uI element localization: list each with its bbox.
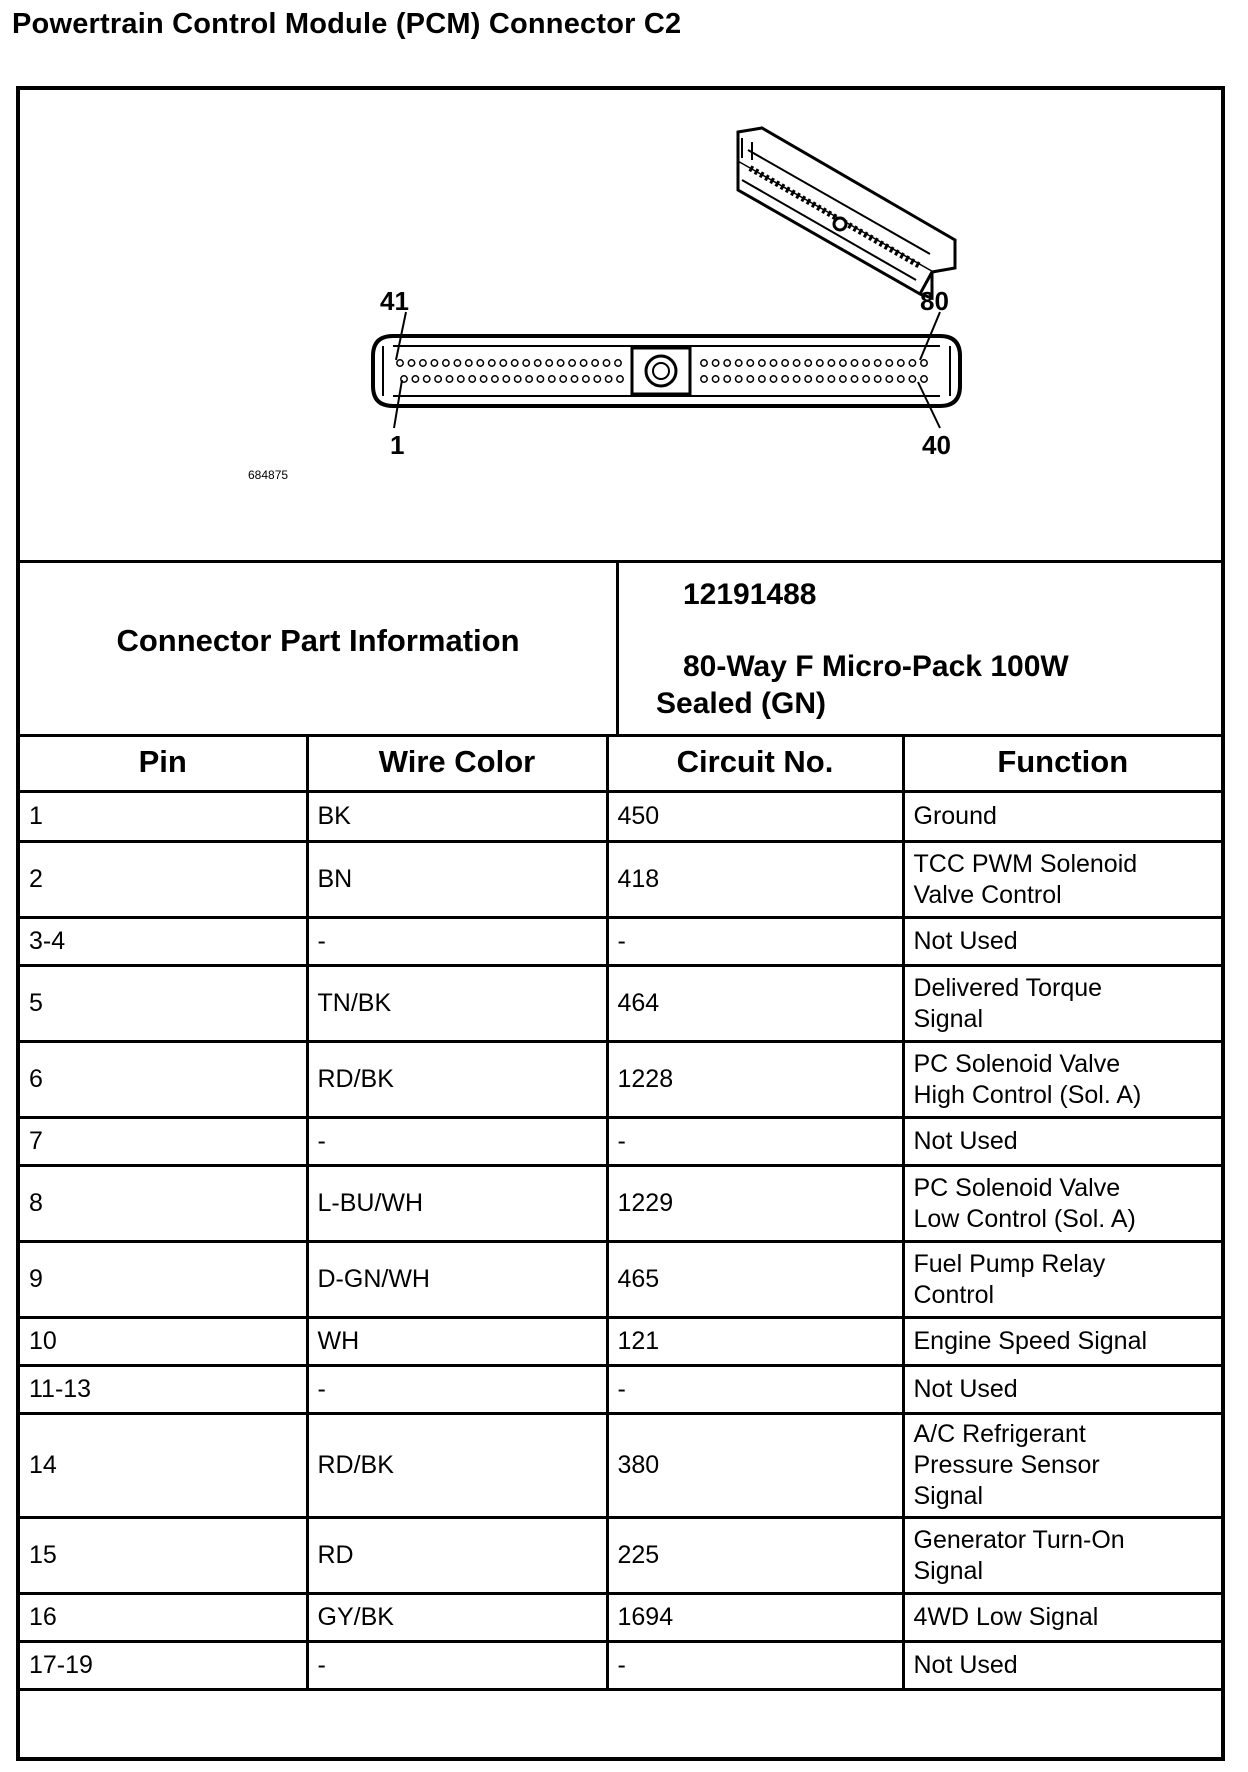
pin-contact [569,360,575,366]
table-row [20,1318,1221,1366]
pin-contact [469,376,475,382]
function-cell: Generator Turn-On Signal [903,1518,1221,1594]
function-cell: Delivered Torque Signal [903,966,1221,1042]
pin-contact [817,376,823,382]
table-row [20,1366,1221,1414]
pin-contact [724,376,730,382]
pin-contact [747,376,753,382]
pin-contact [420,360,426,366]
pin-contact [408,360,414,366]
wire-color-cell: - [307,1642,607,1690]
pin-contact [817,360,823,366]
pin-cell: 16 [20,1594,307,1642]
table-row [20,1518,1221,1594]
pin-contact [828,376,834,382]
pinout-table [20,734,1221,1691]
function-cell: Not Used [903,1118,1221,1166]
function-cell: A/C Refrigerant Pressure Sensor Signal [903,1414,1221,1518]
function-cell: Not Used [903,1366,1221,1414]
circuit-cell: 380 [607,1414,903,1518]
pin-contact [712,376,718,382]
circuit-cell: 1229 [607,1166,903,1242]
pin-contact [412,376,418,382]
pin-contact [466,360,472,366]
function-cell: PC Solenoid Valve Low Control (Sol. A) [903,1166,1221,1242]
pin-contact [793,360,799,366]
pin-contact [782,376,788,382]
pin-contact [560,376,566,382]
pin-contact [594,376,600,382]
circuit-cell: 225 [607,1518,903,1594]
pin-contact [793,376,799,382]
function-cell: Engine Speed Signal [903,1318,1221,1366]
table-row [20,1166,1221,1242]
pin-contact [875,376,881,382]
pin-contact [617,376,623,382]
circuit-cell: 418 [607,842,903,918]
function-cell: Ground [903,792,1221,842]
pin-contact [921,360,927,366]
pin-contact [898,376,904,382]
pin-contact [592,360,598,366]
pin-contact [736,360,742,366]
table-row [20,1414,1221,1518]
pin-cell: 17-19 [20,1642,307,1690]
pin-cell: 3-4 [20,918,307,966]
pin-contact [571,376,577,382]
pin-contact [500,360,506,366]
pin-contact [701,360,707,366]
pin-contact [454,360,460,366]
wire-color-cell: GY/BK [307,1594,607,1642]
pin-contact [712,360,718,366]
pin-contact [557,360,563,366]
pin-cell: 14 [20,1414,307,1518]
pin-label-40: 40 [922,430,951,460]
pin-contact [397,360,403,366]
circuit-cell: - [607,1118,903,1166]
pin-contact [759,376,765,382]
pin-contact [480,376,486,382]
pin-contact [492,376,498,382]
pin-contact [759,360,765,366]
wire-color-cell: - [307,918,607,966]
wire-color-cell: BN [307,842,607,918]
wire-color-cell: - [307,1118,607,1166]
pin-contact [537,376,543,382]
part-description-line1: 80-Way F Micro-Pack 100W [683,650,1069,683]
table-row [20,966,1221,1042]
function-cell: Fuel Pump Relay Control [903,1242,1221,1318]
pin-label-80: 80 [920,286,949,316]
table-row [20,918,1221,966]
part-info-label: Connector Part Information [116,623,520,658]
pin-contact [583,376,589,382]
table-row [20,1594,1221,1642]
pin-contact [431,360,437,366]
wire-color-cell: - [307,1366,607,1414]
part-description-line2: Sealed (GN) [656,687,827,720]
pin-contact [851,376,857,382]
pin-contact [512,360,518,366]
wire-color-cell: RD/BK [307,1042,607,1118]
pin-contact [724,360,730,366]
pin-contact [489,360,495,366]
pin-contact [863,376,869,382]
circuit-cell: 450 [607,792,903,842]
table-row [20,1118,1221,1166]
page-title: Powertrain Control Module (PCM) Connector C2 [12,8,682,40]
wire-color-cell: BK [307,792,607,842]
pin-contact [863,360,869,366]
header-function: Function [903,734,1221,792]
part-number: 12191488 [683,578,817,611]
pin-cell: 8 [20,1166,307,1242]
pin-contact [549,376,555,382]
function-cell: PC Solenoid Valve High Control (Sol. A) [903,1042,1221,1118]
pin-contact [805,360,811,366]
pin-cell: 15 [20,1518,307,1594]
connector-frame [16,86,1225,1761]
wire-color-cell: RD [307,1518,607,1594]
pin-cell: 11-13 [20,1366,307,1414]
pin-contact [424,376,430,382]
table-row [20,1642,1221,1690]
connector-face-view-icon [373,312,960,428]
pin-contact [603,360,609,366]
figure-id: 684875 [248,468,289,482]
part-info-section [20,560,1221,737]
pin-cell: 2 [20,842,307,918]
pin-contact [921,376,927,382]
connector-isometric-icon [738,128,955,298]
pin-contact [898,360,904,366]
part-info-label-cell [20,560,619,734]
pin-contact [782,360,788,366]
circuit-cell: - [607,918,903,966]
function-cell: TCC PWM Solenoid Valve Control [903,842,1221,918]
circuit-cell: 1694 [607,1594,903,1642]
table-row [20,792,1221,842]
pin-contact [503,376,509,382]
pin-contact [615,360,621,366]
wire-color-cell: RD/BK [307,1414,607,1518]
circuit-cell: 121 [607,1318,903,1366]
pin-cell: 6 [20,1042,307,1118]
pin-contact [736,376,742,382]
pin-contact [909,360,915,366]
pin-contact [435,376,441,382]
connector-diagram [20,90,1221,563]
header-pin: Pin [20,734,307,792]
pin-label-41: 41 [380,286,409,316]
pin-contact [515,376,521,382]
pin-contact [526,376,532,382]
wire-color-cell: L-BU/WH [307,1166,607,1242]
circuit-cell: 1228 [607,1042,903,1118]
table-row [20,842,1221,918]
wire-color-cell: TN/BK [307,966,607,1042]
pin-contact [477,360,483,366]
circuit-cell: - [607,1642,903,1690]
pin-contact [851,360,857,366]
pin-cell: 5 [20,966,307,1042]
pin-contact [605,376,611,382]
table-row [20,1242,1221,1318]
pin-label-1: 1 [390,430,405,460]
pin-contact [828,360,834,366]
pin-contact [840,360,846,366]
pin-contact [446,376,452,382]
pin-cell: 7 [20,1118,307,1166]
pin-cell: 1 [20,792,307,842]
wire-color-cell: WH [307,1318,607,1366]
pin-contact [770,376,776,382]
pin-contact [701,376,707,382]
pin-contact [886,376,892,382]
pin-contact [840,376,846,382]
pin-contact [546,360,552,366]
pin-contact [535,360,541,366]
table-row [20,1042,1221,1118]
pin-contact [886,360,892,366]
pin-contact [458,376,464,382]
header-wire-color: Wire Color [307,734,607,792]
part-description [656,648,1216,722]
pin-contact [909,376,915,382]
pin-contact [770,360,776,366]
table-header-row [20,734,1221,792]
pin-contact [443,360,449,366]
pin-contact [747,360,753,366]
pin-contact [875,360,881,366]
function-cell: Not Used [903,1642,1221,1690]
header-circuit: Circuit No. [607,734,903,792]
wire-color-cell: D-GN/WH [307,1242,607,1318]
pin-contact [523,360,529,366]
function-cell: 4WD Low Signal [903,1594,1221,1642]
circuit-cell: - [607,1366,903,1414]
circuit-cell: 465 [607,1242,903,1318]
function-cell: Not Used [903,918,1221,966]
pin-contact [580,360,586,366]
pin-contact [805,376,811,382]
pin-cell: 9 [20,1242,307,1318]
circuit-cell: 464 [607,966,903,1042]
pin-cell: 10 [20,1318,307,1366]
